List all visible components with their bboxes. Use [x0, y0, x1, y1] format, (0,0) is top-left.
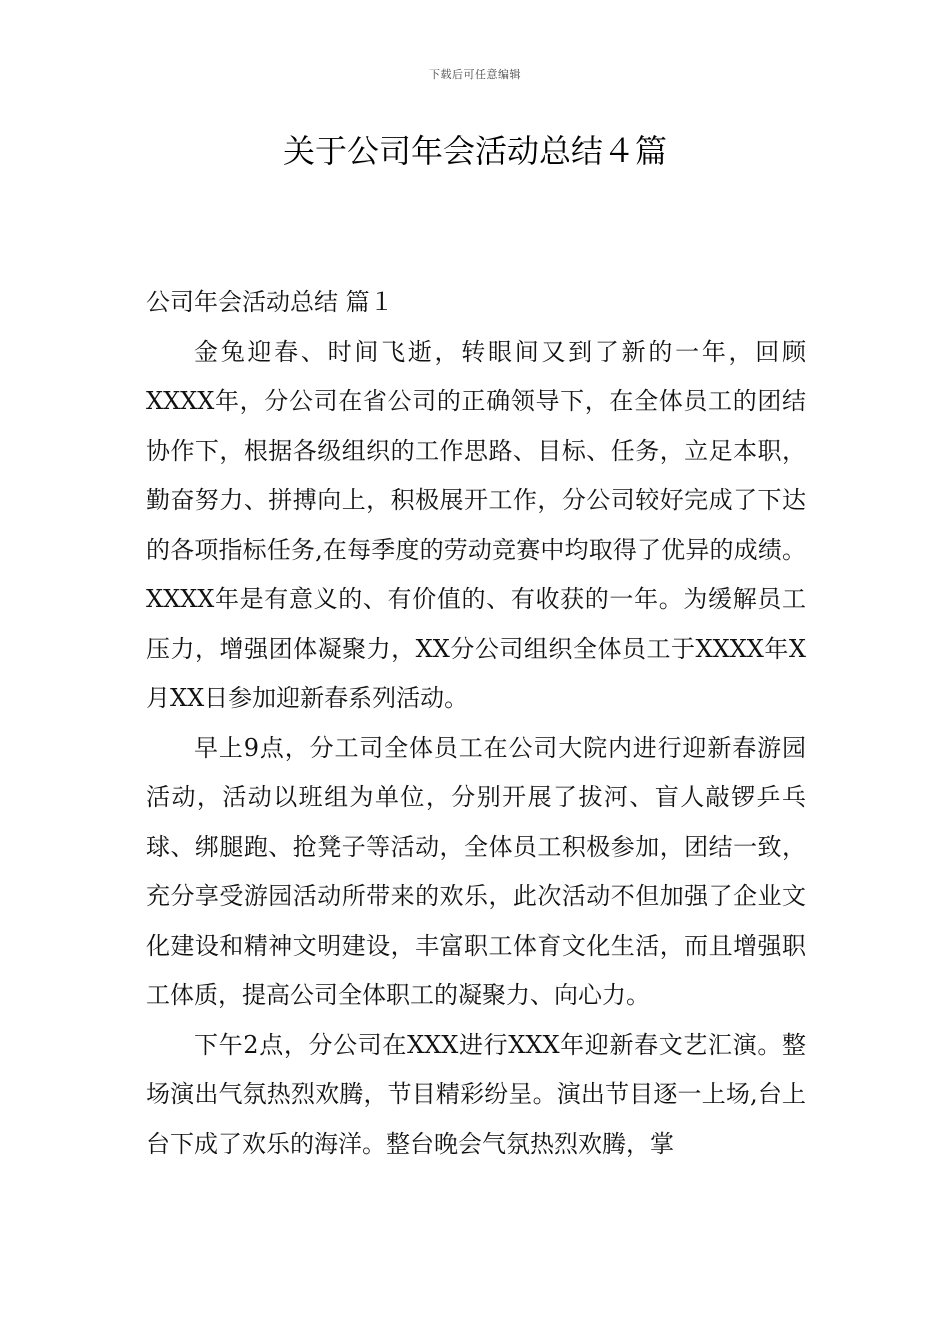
- header-note: 下载后可任意编辑: [429, 68, 521, 81]
- document-title: 关于公司年会活动总结４篇: [282, 132, 667, 170]
- document-body: [146, 278, 806, 1169]
- paragraph: 下午2点，分公司在XXX进行XXX年迎新春文艺汇演。整场演出气氛热烈欢腾，节目精彩纷呈。演出节目逐一上场,台上台下成了欢乐的海洋。整台晚会气氛热烈欢腾，掌: [146, 1030, 806, 1158]
- paragraph: 早上9点，分工司全体员工在公司大院内进行迎新春游园活动，活动以班组为单位，分别开展了拔河、盲人敲锣乒乓球、绑腿跑、抢凳子等活动，全体员工积极参加，团结一致，充分享受游园活动所带来的欢乐，此次活动不但加强了企业文化建设和精神文明建设，丰富职工体育文化生活，而且增强职工体质，提高公司全体职工的凝聚力、向心力。: [146, 733, 806, 1009]
- paragraph: 金兔迎春、时间飞逝，转眼间又到了新的一年，回顾XXXX年，分公司在省公司的正确领导下，在全体员工的团结协作下，根据各级组织的工作思路、目标、任务，立足本职，勤奋努力、拼搏向上，积极展开工作，分公司较好完成了下达的各项指标任务,在每季度的劳动竞赛中均取得了优异的成绩。XXXX年是有意义的、有价值的、有收获的一年。为缓解员工压力，增强团体凝聚力，XX分公司组织全体员工于XXXX年X月XX日参加迎新春系列活动。: [146, 337, 806, 712]
- section-heading: 公司年会活动总结 篇１: [146, 288, 394, 316]
